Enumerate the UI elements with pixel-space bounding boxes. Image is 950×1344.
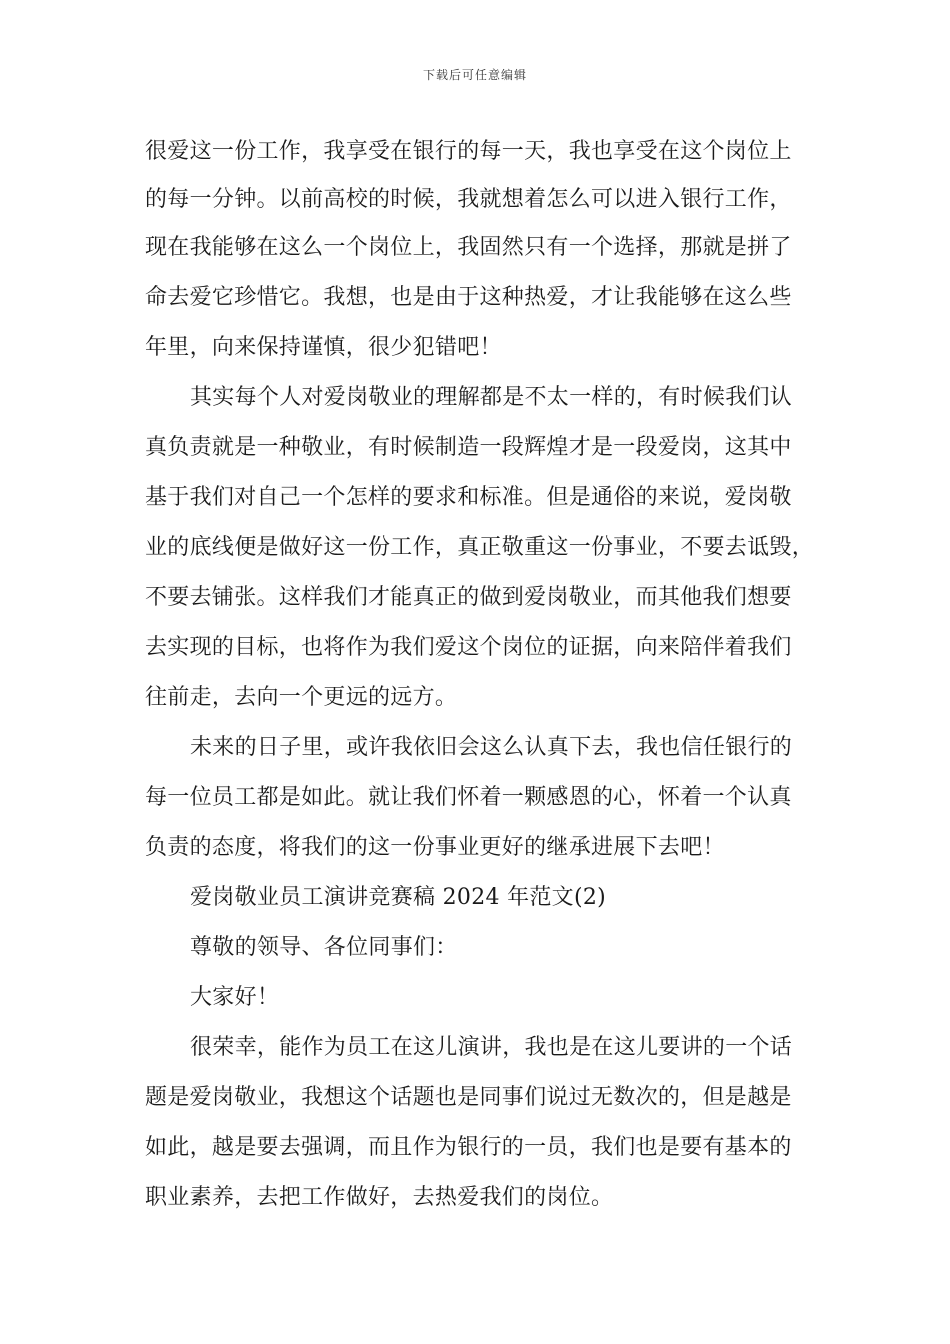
text-line: 如此，越是要去强调，而且作为银行的一员，我们也是要有基本的 <box>145 1135 792 1160</box>
text-line: 业的底线便是做好这一份工作，真正敬重这一份事业，不要去诋毁， <box>145 535 815 560</box>
paragraph-start: 很荣幸，能作为员工在这儿演讲，我也是在这儿要讲的一个话 <box>190 1035 793 1060</box>
text-line: 的每一分钟。以前高校的时候，我就想着怎么可以进入银行工作， <box>145 187 792 212</box>
text-line: 命去爱它珍惜它。我想，也是由于这种热爱，才让我能够在这么些 <box>145 285 792 310</box>
text-line: 题是爱岗敬业，我想这个话题也是同事们说过无数次的，但是越是 <box>145 1085 792 1110</box>
text-line: 现在我能够在这么一个岗位上，我固然只有一个选择，那就是拼了 <box>145 235 792 260</box>
text-line: 每一位员工都是如此。就让我们怀着一颗感恩的心，怀着一个认真 <box>145 785 792 810</box>
text-line: 去实现的目标，也将作为我们爱这个岗位的证据，向来陪伴着我们 <box>145 635 792 660</box>
text-line: 负责的态度，将我们的这一份事业更好的继承进展下去吧！ <box>145 835 725 860</box>
text-line: 不要去铺张。这样我们才能真正的做到爱岗敬业，而其他我们想要 <box>145 585 792 610</box>
salutation: 尊敬的领导、各位同事们： <box>190 935 458 960</box>
text-line: 很爱这一份工作，我享受在银行的每一天，我也享受在这个岗位上 <box>145 139 792 164</box>
greeting: 大家好！ <box>190 985 280 1010</box>
page-header: 下载后可任意编辑 <box>422 68 527 82</box>
text-line: 真负责就是一种敬业，有时候制造一段辉煌才是一段爱岗，这其中 <box>145 435 792 460</box>
text-line: 年里，向来保持谨慎，很少犯错吧！ <box>145 335 502 360</box>
text-line: 往前走，去向一个更远的远方。 <box>145 685 458 710</box>
text-line: 职业素养，去把工作做好，去热爱我们的岗位。 <box>145 1185 614 1210</box>
text-line: 基于我们对自己一个怎样的要求和标准。但是通俗的来说，爱岗敬 <box>145 485 792 510</box>
paragraph-start: 其实每个人对爱岗敬业的理解都是不太一样的，有时候我们认 <box>190 385 793 410</box>
section-title: 爱岗敬业员工演讲竞赛稿 2024 年范文(2) <box>190 885 607 910</box>
paragraph-start: 未来的日子里，或许我依旧会这么认真下去，我也信任银行的 <box>190 735 793 760</box>
